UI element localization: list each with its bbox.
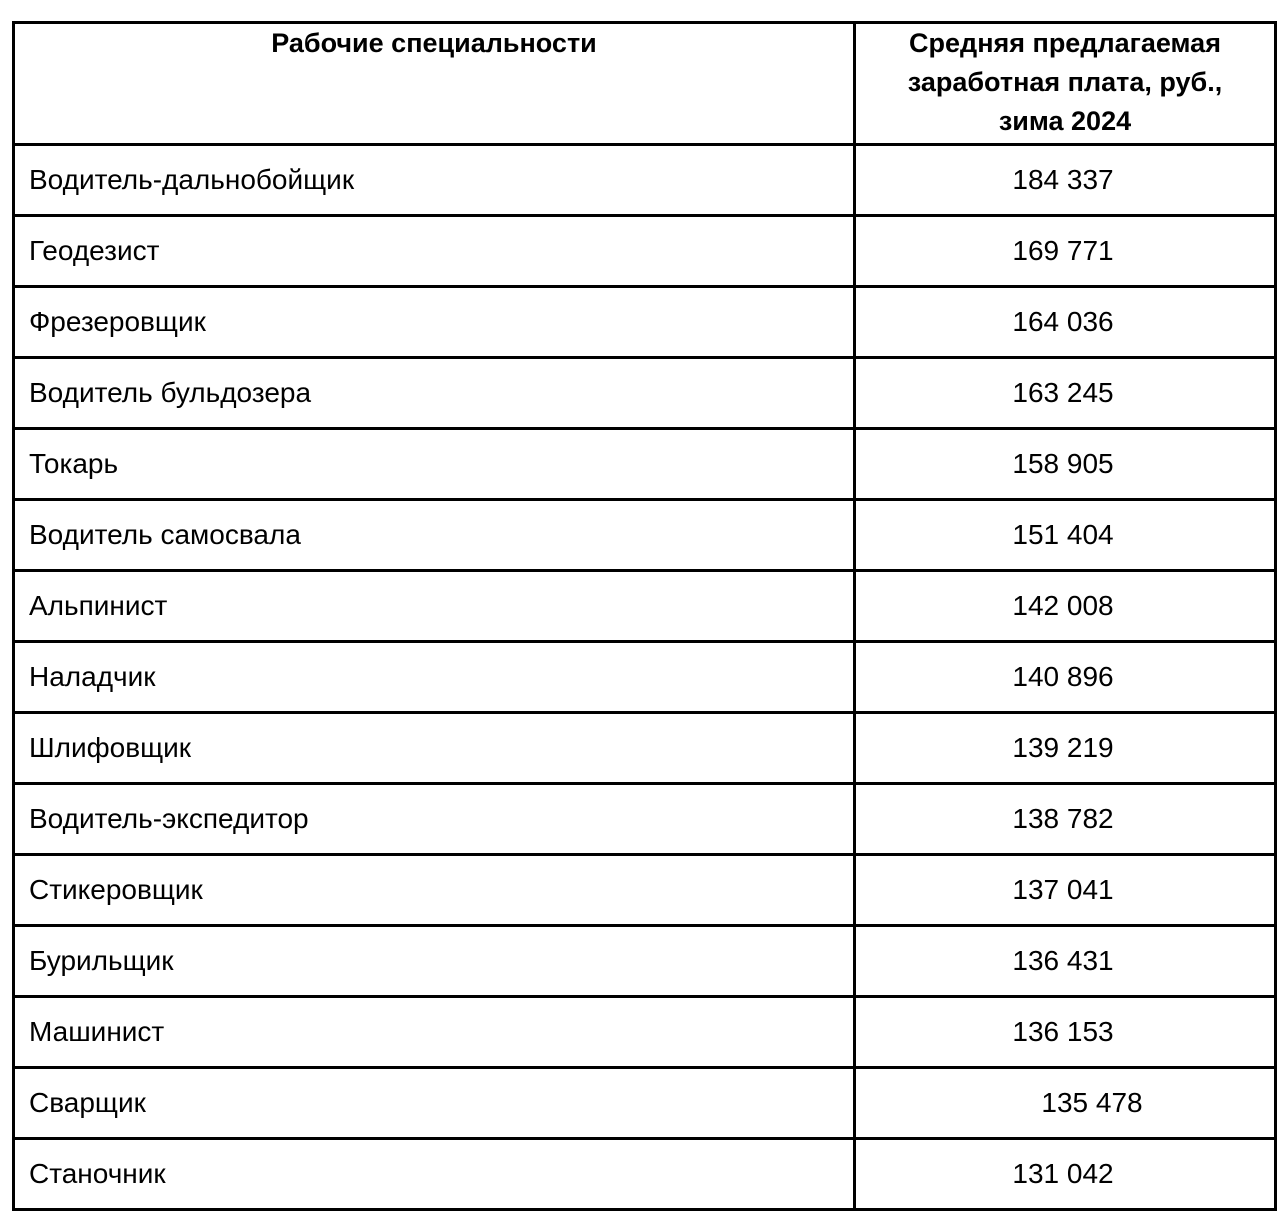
salary-cell <box>855 713 1276 784</box>
salary-cell <box>855 358 1276 429</box>
salary-value: 169 771 <box>1012 235 1114 266</box>
salary-value: 142 008 <box>1012 590 1114 621</box>
header-specialty <box>14 23 855 145</box>
table-row <box>14 145 1276 216</box>
table-row <box>14 926 1276 997</box>
salary-value: 140 896 <box>1012 661 1114 692</box>
salary-cell <box>855 500 1276 571</box>
salary-value: 136 431 <box>1012 945 1114 976</box>
salary-value: 139 219 <box>1012 732 1114 763</box>
specialty-cell: Водитель бульдозера <box>14 358 855 429</box>
table-row <box>14 642 1276 713</box>
header-specialty-text: Рабочие специальности <box>271 28 597 58</box>
specialty-cell: Машинист <box>14 997 855 1068</box>
salary-cell <box>855 145 1276 216</box>
table-row <box>14 358 1276 429</box>
table-row <box>14 784 1276 855</box>
salary-value: 184 337 <box>1012 164 1114 195</box>
salary-cell <box>855 1068 1276 1139</box>
specialty-cell: Геодезист <box>14 216 855 287</box>
salary-cell <box>855 997 1276 1068</box>
specialty-cell: Водитель-экспедитор <box>14 784 855 855</box>
specialty-cell: Водитель самосвала <box>14 500 855 571</box>
specialty-cell: Шлифовщик <box>14 713 855 784</box>
table-row <box>14 216 1276 287</box>
specialty-cell: Бурильщик <box>14 926 855 997</box>
header-salary-line-3: зима 2024 <box>998 106 1132 136</box>
salary-cell <box>855 1139 1276 1210</box>
salary-value: 135 478 <box>1041 1087 1143 1118</box>
table-row <box>14 1139 1276 1210</box>
table-row <box>14 500 1276 571</box>
salary-cell <box>855 429 1276 500</box>
table-row <box>14 997 1276 1068</box>
specialty-cell: Альпинист <box>14 571 855 642</box>
header-salary-line-2: заработная плата, руб., <box>907 67 1223 97</box>
specialty-cell: Стикеровщик <box>14 855 855 926</box>
salary-value: 131 042 <box>1012 1158 1114 1189</box>
salary-value: 151 404 <box>1012 519 1114 550</box>
salary-cell <box>855 926 1276 997</box>
salary-cell <box>855 216 1276 287</box>
table-body <box>14 145 1276 1210</box>
salary-cell <box>855 287 1276 358</box>
specialty-cell: Наладчик <box>14 642 855 713</box>
table-row <box>14 713 1276 784</box>
salary-value: 136 153 <box>1012 1016 1114 1047</box>
salary-cell <box>855 784 1276 855</box>
table-row <box>14 287 1276 358</box>
specialty-cell: Водитель-дальнобойщик <box>14 145 855 216</box>
header-salary <box>855 23 1276 145</box>
salary-value: 163 245 <box>1012 377 1114 408</box>
salary-cell <box>855 855 1276 926</box>
salary-value: 137 041 <box>1012 874 1114 905</box>
specialty-cell: Сварщик <box>14 1068 855 1139</box>
header-row <box>14 23 1276 145</box>
table-row <box>14 429 1276 500</box>
table-row <box>14 1068 1276 1139</box>
salary-value: 138 782 <box>1012 803 1114 834</box>
specialty-cell: Фрезеровщик <box>14 287 855 358</box>
specialty-cell: Токарь <box>14 429 855 500</box>
salary-cell <box>855 571 1276 642</box>
salary-value: 164 036 <box>1012 306 1114 337</box>
header-salary-line-1: Средняя предлагаемая <box>909 28 1221 58</box>
table-row <box>14 855 1276 926</box>
salary-value: 158 905 <box>1012 448 1114 479</box>
salary-cell <box>855 642 1276 713</box>
table-row <box>14 571 1276 642</box>
specialty-cell: Станочник <box>14 1139 855 1210</box>
salary-table <box>12 21 1277 1211</box>
